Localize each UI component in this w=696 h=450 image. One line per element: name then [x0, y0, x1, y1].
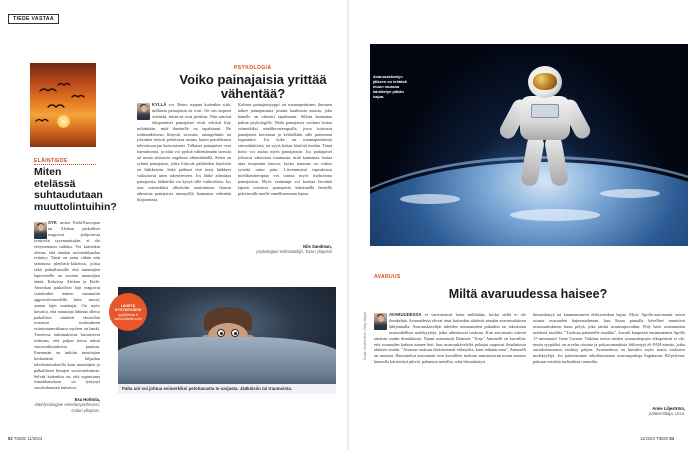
footer-right: 11/2023 TIEDE 83 [640, 436, 675, 441]
article-title-nightmares: Voiko painajaisia yrittää vähentää? [179, 72, 327, 101]
lead-word: SYK [48, 220, 57, 225]
article-body-nightmares-col1 [137, 102, 231, 286]
article-title-birds: Miten etelässä suhtaudutaan muuttolintuihin? [34, 166, 117, 213]
photo-credit: Kuvat: Shutterstock, Getty Images [363, 311, 367, 360]
kicker-avaruus: AVARUUS [374, 274, 401, 280]
send-question-badge[interactable]: LÄHETÄ KYSYMYKSESI tyyt@tiede.fi sanomalehti.com [109, 293, 147, 331]
signature-liljestrom: Anne Liljeström, päätoimittaja, Ursa. [648, 406, 685, 417]
lead-word: AVARUUDESSA [389, 312, 422, 317]
kicker-elaintiede: ELÄINTIEDE [34, 158, 68, 164]
signature-sandman: Nils Sandman, psykologian erikoistutkija, Turun yliopisto [256, 244, 332, 255]
section-tag: TIEDE VASTAA [8, 14, 59, 24]
astronaut-figure [498, 62, 590, 192]
astronaut-image [370, 44, 688, 246]
body-text: miten Etelä-Euroopan tai Afrikan paikalliset reagoivat pohjoisesta ryntyviin syysmuuttajiin, ei ole erityisemmin tutkittu. Voi kuitenkin olettaa, että ainakin ravintokilpailua esiintyy. Tämä on saatu vähän niin sanotussa playback-kokeissa, joissa sekä paikallisnuille että muuttajien laptoverelle on soitettu muuttajien ääntä. Kokeissa Afrikan ja Etelä-Amerikan paikalliset lajit reagoivat soitettuihin äänien useammin aggressiivisuudella kuin tuoset, saman lajin muuttajat. On myös havaittu, että muuttajat lähinnä olleisa paikalliset säätävät elostoihin esistessä ruoksinkeen esiintyminestikansa myöten on hanki. Tuoreissa tutkimuksissa havaitsevat todetaan, että paljon tietoa näistä vuorovaikutuksista puuttuu. Enemmän on tutkittu muuttajien keskinäistä kilpailua talvehtimisalueilla kuin muuttajien ja paikallisten lintujen vuorovaikutusta. Selvää kuitenkin on, että sopeutuma rinnakkaiseloon on tyntynyt vuosituhansien kuluessa. [34, 220, 100, 391]
footer-left: 82 TIEDE 11/2023 [8, 436, 43, 441]
image-caption-astronaut: Avaruuskävelyn jälkeen on tehtävä muun muassa kärkitetyn pitkän hajua. [373, 74, 407, 99]
body-text: ei varsinaisesti haise millekään, koska siellä ei ole ilmakehää. Avaruudessa olevat aisat kuitenkin säätävät ainakin avaruusaluksen lähijonnalla. Avaruuskävelijät tuleiden astronauttien pukuihin on takertunut avaruudellisia molekyylejä, jotka aiheuttavat tuoksua. Kun astronautit tulevat takaisin sisään ilmalukosta. Nasan astronautti Dominic "Tony" Antonelli on kuvaillut, että avaruuden katkun tunnee heti, kun avaruuskävelyltä palaajat saapuvat ilmalukosta alukeen sisään. "Avaruus tuoksuu ehdottomasti erilaiselta, kuin mikään muu", Antonelli on sanonut. Haastateltut astronautit ovat kuvailleet tuoksun muistuttavan muun muassa kunnolla käristettyä pihviä, palanutta metallia, sekä hitsauskäryä. [374, 312, 526, 365]
article-body-nightmares-col2: Kolmas painajaistyyppi on traumaperäinen: ihminen näkee painajaisunia jostain kauheasta asiasta, joka hänelle on oikeasti tapahtunut. Silloin kannattaa puhua psykologille. Näitä painajaisia voidaan hoitaa esimerkiksi mielikuvaterapialla, jossa toistuvat painajaiset kerrotaan ja kehitellään sille paremmat lopputulot. Jos koke on traumaperäisestä stressihäiriöstä, on syytä hoitaa häiriötä itseään. Tämä hoito voi auttaa myös painajaisiin. Jos painajaiset johtuvat vakavasta traumasta, niitä kannattaa hoitaa aina terapeutin kanssa, koska traumaa on vaikea työstää omin päin. Lievemmissä tapauksissa mielikuvaterapiaa voi toimia myös itsehoitona painajaisiin. Myös vanhempi voi koettaa lievittää lapsen toistuvia painajaisia keksimällä heneillä pelottavalle unelle onnellisemman lopun. [238, 102, 332, 196]
signature-hohtola: Esa Hohtola, eläinfysiologian emeritusprofessori, Oulun yliopisto. [34, 397, 100, 413]
article-body-space-col1 [374, 312, 526, 430]
body-text: voi. Reino riippuu kuitenkin siitä, millaisia painajaisia ne ovat. On siis tarpeen selvittää, mistä ne ovat peräisin. Niin sanotut idiopaattiset painajaiset eivät selvästi liity mihinkään, mitä ihmiselle on tapahtunut. Ne todennäköisesti liittyvät stressiin, unongelmiin tai johonkin tietysti pelottavaa asiaan, kuten petoeläimen televisiosarjan katsomiseen. Tällaiset painajaiset ovat harmittomia, ja niitä voi pyrkiä vähentämään stressiä tai muita altistavia ongelmia vähentämällä. Sitten on ryhmä painajaisia, jotka liittyvät päihteiden käyttöön tai lääkkeisiin. Sekä päihteet että tietyt lääkkeet vaikuttavat unen rakenteeseen. Jos lääke aiheuttaa painajaisia, lääkäriltä voi kysyä sille vaihtoehtoa. Jos taas esimerkiksi alkoholin nauttiminen iltaisin aiheuttaa painajaisia aamuyöllä, kannattaa vähentää iltajuomista. [137, 102, 231, 202]
kicker-divider [34, 164, 96, 165]
kicker-psykologia: PSYKOLOGIA [234, 65, 272, 71]
page-gutter [347, 0, 349, 450]
image-caption-nightmare: Paha uni voi johtua esimerkiksi pelottavasta tv-sarjasta. Jääkäisiin tai traumoista. [122, 386, 293, 391]
bird-silhouettes [30, 63, 96, 147]
sunset-birds-image [30, 63, 96, 147]
article-title-space: Miltä avaruudessa haisee? [448, 287, 608, 301]
article-body-birds [34, 220, 100, 416]
article-body-space-col2: hitsauskäryä tai kuumentuneen elektroniikan hajua. Myös Apollo-astronautit saivat osansa avaruuden hajumaailmaan, kun Kuun pinnalla kävelleet muuttivat avaruusalukseen kuun pölyä, joka tarttui avaruuspuvuihin. Pöly haisi astronautien mielestä ruudilta. "Tuoksua palaneelle ruudilta", kuvaili kuuperän ensimmäinen Apollo 17-astronautti Gene Cernan. Tarkkaa tietoa näiden avaruushajujen alkuperästä ei ole, mutta syypäiksi on arveltu otsonia ja polyaromaattisia hiilivetyjä eli PAH-aineita, jotka aurinkokunnassa esiintyy paljon. Avaruudessa on havaittu myös mutta tuoksuva molekyylejä. Jos päässisimme ulkoiluttamaan avaruuspukuja Sagittarius B2-pilveen, pukuun voisikin tuoksahtaa rommilta. [533, 312, 685, 365]
surprised-woman-image [118, 287, 336, 384]
lead-word: KYLLÄ [152, 102, 167, 107]
